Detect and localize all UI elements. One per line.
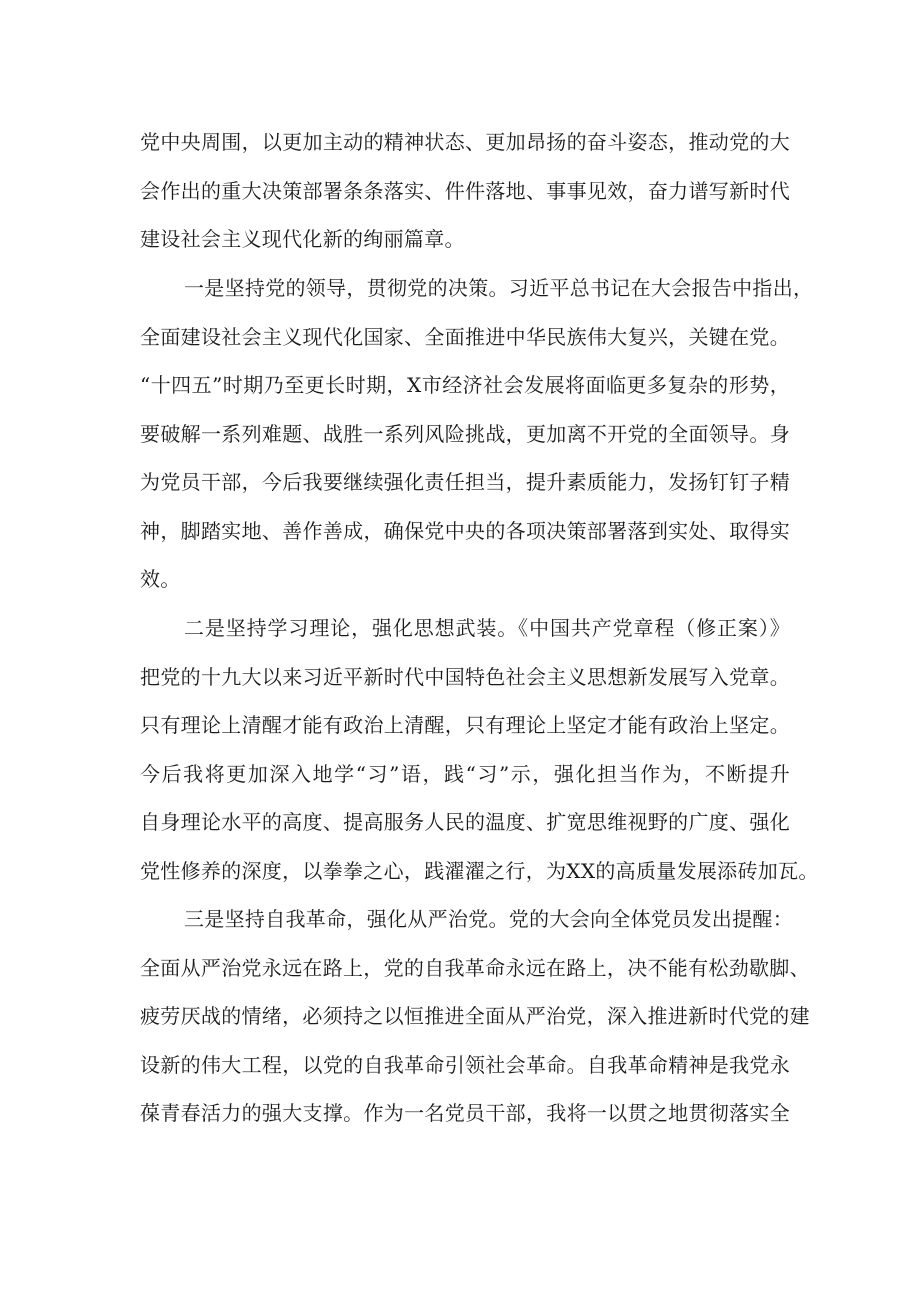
paragraph-line: “十四五”时期乃至更长时期，X市经济社会发展将面临更多复杂的形势， [140, 373, 790, 397]
paragraph-line: 只有理论上清醒才能有政治上清醒，只有理论上坚定才能有政治上坚定。 [140, 713, 790, 737]
paragraph-line: 党性修养的深度，以拳拳之心，践濯濯之行，为XX的高质量发展添砖加瓦。 [140, 858, 819, 883]
paragraph-line: 自身理论水平的高度、提高服务人民的温度、扩宽思维视野的广度、强化 [140, 810, 790, 834]
paragraph-self-revolution [140, 895, 810, 1138]
paragraph-continuation [140, 118, 790, 264]
paragraph-line: 三是坚持自我革命，强化从严治党。党的大会向全体党员发出提醒： [184, 907, 793, 931]
paragraph-line: 全面建设社会主义现代化国家、全面推进中华民族伟大复兴，关键在党。 [140, 324, 790, 349]
paragraph-line: 效。 [140, 567, 181, 591]
paragraph-line: 把党的十九大以来习近平新时代中国特色社会主义思想新发展写入党章。 [140, 664, 790, 689]
paragraph-study-theory [140, 604, 819, 895]
paragraph-line: 葆青春活力的强大支撑。作为一名党员干部，我将一以贯之地贯彻落实全 [140, 1101, 790, 1125]
paragraph-party-leadership [140, 264, 814, 604]
paragraph-line: 二是坚持学习理论，强化思想武装。《中国共产党章程（修正案）》 [184, 616, 790, 640]
paragraph-line: 党中央周围，以更加主动的精神状态、更加昂扬的奋斗姿态，推动党的大 [140, 130, 790, 154]
paragraph-line: 设新的伟大工程，以党的自我革命引领社会革命。自我革命精神是我党永 [140, 1052, 790, 1077]
paragraph-line: 会作出的重大决策部署条条落实、件件落地、事事见效，奋力谱写新时代 [140, 178, 790, 203]
paragraph-line: 建设社会主义现代化新的绚丽篇章。 [140, 227, 465, 251]
paragraph-line: 今后我将更加深入地学“习”语，践“习”示，强化担当作为，不断提升 [140, 761, 790, 786]
paragraph-line: 要破解一系列难题、战胜一系列风险挑战，更加离不开党的全面领导。身 [140, 421, 790, 446]
paragraph-line: 为党员干部，今后我要继续强化责任担当，提升素质能力，发扬钉钉子精 [140, 470, 790, 494]
paragraph-line: 疲劳厌战的情绪，必须持之以恒推进全面从严治党，深入推进新时代党的建 [140, 1004, 810, 1028]
paragraph-line: 全面从严治党永远在路上，党的自我革命永远在路上，决不能有松劲歇脚、 [140, 955, 810, 980]
paragraph-line: 神，脚踏实地、善作善成，确保党中央的各项决策部署落到实处、取得实 [140, 518, 790, 543]
paragraph-line: 一是坚持党的领导，贯彻党的决策。习近平总书记在大会报告中指出， [184, 276, 814, 300]
